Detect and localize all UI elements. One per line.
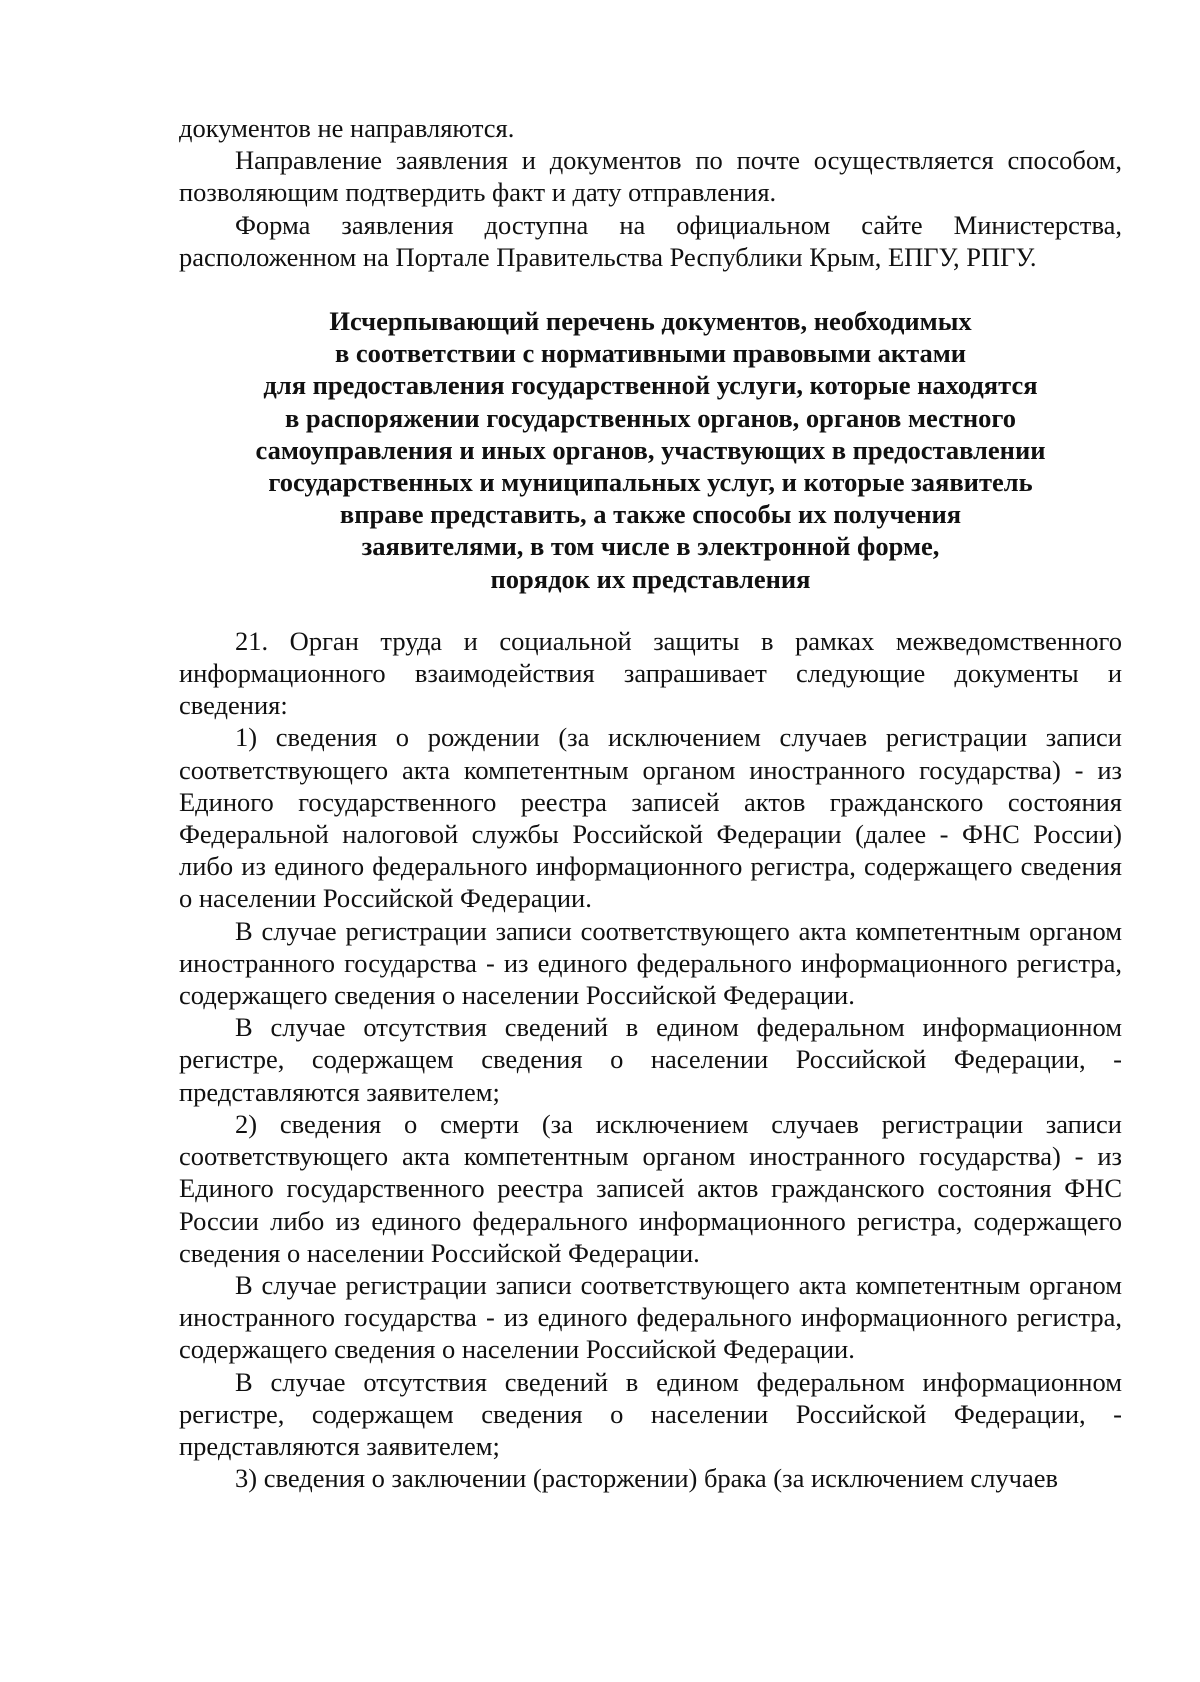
- heading-line: заявителями, в том числе в электронной форме,: [361, 531, 940, 562]
- heading-line: для предоставления государственной услуги, которые находятся: [263, 370, 1038, 401]
- intro-paragraph-3: Форма заявления доступна на официальном сайте Министерства, расположенном на Портале Правительства Республики Крым, ЕПГУ, РПГУ.: [179, 209, 1122, 272]
- heading-line: в распоряжении государственных органов, органов местного: [284, 402, 1017, 433]
- item-2-death: 2) сведения о смерти (за исключением случаев регистрации записи соответствующего акта компетентным органом иностранного государства) - из Единого государственного реестра записей актов гражданского состояния ФНС России либо из единого федерального информационного регистра, содержащего сведения о населении Российской Федерации.: [179, 1108, 1122, 1268]
- heading-line: порядок их представления: [490, 563, 811, 594]
- heading-line: самоуправления и иных органов, участвующих в предоставлении: [255, 434, 1046, 465]
- item-2-absent-case: В случае отсутствия сведений в едином федеральном информационном регистре, содержащем сведения о населении Российской Федерации, - представляются заявителем;: [179, 1366, 1122, 1461]
- item-3-marriage: 3) сведения о заключении (расторжении) брака (за исключением случаев: [235, 1463, 1059, 1494]
- document-page: [179, 112, 1122, 1494]
- item-1-birth: 1) сведения о рождении (за исключением случаев регистрации записи соответствующего акта компетентным органом иностранного государства) - из Единого государственного реестра записей актов гражданского состояния Федеральной налоговой службы Российской Федерации (далее - ФНС России) либо из единого федерального информационного регистра, содержащего сведения о населении Российской Федерации.: [179, 722, 1122, 914]
- heading-line: Исчерпывающий перечень документов, необходимых: [329, 306, 972, 337]
- heading-line: вправе представить, а также способы их получения: [339, 499, 962, 530]
- heading-line: государственных и муниципальных услуг, и которые заявитель: [268, 467, 1033, 498]
- item-1-absent-case: В случае отсутствия сведений в едином федеральном информационном регистре, содержащем сведения о населении Российской Федерации, - представляются заявителем;: [179, 1012, 1122, 1107]
- intro-paragraph-1: документов не направляются.: [179, 113, 515, 143]
- heading-line: в соответствии с нормативными правовыми актами: [334, 338, 967, 369]
- intro-paragraph-2: Направление заявления и документов по почте осуществляется способом, позволяющим подтвердить факт и дату отправления.: [179, 145, 1122, 208]
- clause-21: 21. Орган труда и социальной защиты в рамках межведомственного информационного взаимодействия запрашивает следующие документы и сведения:: [179, 625, 1122, 721]
- item-1-foreign-case: В случае регистрации записи соответствующего акта компетентным органом иностранного государства - из единого федерального информационного регистра, содержащего сведения о населении Российской Федерации.: [179, 915, 1122, 1011]
- item-2-foreign-case: В случае регистрации записи соответствующего акта компетентным органом иностранного государства - из единого федерального информационного регистра, содержащего сведения о населении Российской Федерации.: [179, 1269, 1122, 1365]
- section-heading: [179, 305, 1122, 595]
